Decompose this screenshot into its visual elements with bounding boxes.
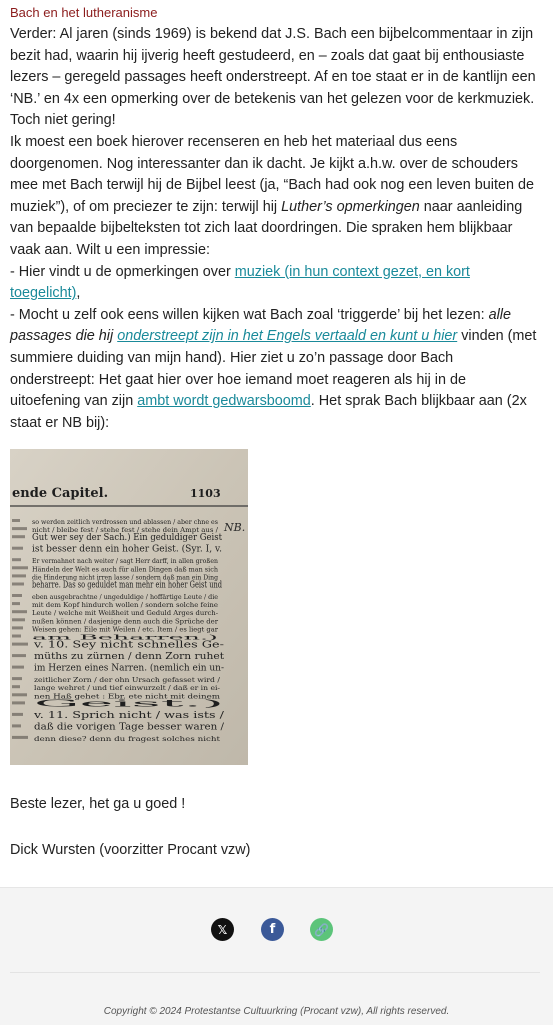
scan-line: lange wehret / und tief einwurzelt / daß er in ei-: [34, 685, 220, 693]
scan-margin-fragment: [12, 693, 27, 696]
scan-line: ist besser denn ein hoher Geist. (Syr. I, v.: [32, 543, 222, 555]
closing-greeting: Beste lezer, het ga u goed !: [10, 796, 186, 812]
closing-signature: Dick Wursten (voorzitter Procant vzw): [10, 842, 251, 858]
review-text-2: naar aanleiding van bepaalde bijbelteksten tot zich laat doordringen. Die spraken hem blijkbaar vaak aan. Wilt u een impressie:: [10, 198, 523, 258]
share-bar: [0, 918, 553, 942]
bullet-passages-tail: . Het sprak Bach blijkbaar aan (2x staat er NB bij):: [10, 393, 527, 431]
share-link-icon[interactable]: 🔗: [310, 918, 333, 941]
share-facebook-icon[interactable]: f: [261, 918, 284, 941]
scan-line: beharre. Das so geduldet man mehr ein hoher Geist und: [32, 579, 222, 591]
scan-line: müths zu zürnen / denn Zorn ruhet: [34, 651, 225, 663]
scan-margin-fragment: [12, 701, 25, 704]
scan-line: Gut wer sey der Sach.) Ein geduldiger Geist: [32, 532, 223, 544]
scan-margin-fragment: [12, 736, 28, 739]
bullet-passages: [10, 305, 540, 435]
review-paragraph: [10, 132, 540, 262]
scan-margin-fragment: [12, 566, 28, 569]
scan-line: v. 10. Sey nicht schnelles Ge-: [32, 639, 224, 651]
scan-margin-fragment: [12, 610, 27, 613]
scan-line: mit dem Kopf hindurch wollen / sondern solche feine: [32, 602, 219, 610]
scan-line: Leute / welche mit Weißheit und Geduld Arges durch-: [32, 610, 218, 618]
scan-margin-fragment: [12, 618, 25, 621]
scan-margin-fragment: [12, 535, 25, 538]
scan-line: nen Haß gehet : Ebr. ete nicht mit deinem: [34, 693, 221, 701]
scan-header-left: ende Capitel.: [12, 486, 109, 501]
intro-paragraph: Verder: Al jaren (sinds 1969) is bekend dat J.S. Bach een bijbelcommentaar in zijn bezit had, waarin hij ijverig heeft gestudeerd, en – zoals dat gaat bij enthousiaste lezers – geregeld passages heeft onderstreept. Af en toe staat er in de kantlijn een ‘NB.’ en 4x een opmerking over de betekenis van het gelezen voor de kerkmuziek. Toch niet gering!: [10, 26, 536, 129]
scan-margin-fragment: [12, 666, 24, 669]
scan-line: v. 11. Sprich nicht / was ists /: [32, 709, 226, 721]
scan-line: Händeln der Welt es auch für allen Dingen daß man sich: [32, 566, 219, 574]
scan-margin-fragment: [12, 635, 21, 638]
scan-line: nußen können / dasjenige denn auch die Sprüche der: [32, 618, 219, 626]
scan-line: die Hinderung nicht irren lasse / sondern daß man ein Ding: [32, 574, 219, 582]
scan-line: im Herzen eines Narren. (nemlich ein un-: [34, 662, 224, 674]
scan-line: Weisen gehen: Eile mit Weilen / etc. Item / es liegt gar: [32, 626, 219, 634]
bible-page-scan: [10, 449, 248, 765]
office-thwarted-link[interactable]: ambt wordt gedwarsboomd: [137, 393, 311, 410]
copyright-text: Copyright © 2024 Protestantse Cultuurkring (Procant vzw), All rights reserved.: [103, 1006, 450, 1017]
scan-line: eben ausgebrachtne / ungeduldige / hoffärtige Leute / die: [32, 594, 219, 601]
bullet-passages-text-2: vinden (met summiere duiding van mijn hand). Hier ziet u zo’n passage door Bach onderstreept: Het gaat hier over hoe iemand moet reageren als hij in de uitoefening van zijn: [10, 328, 537, 410]
scan-margin-fragment: [12, 643, 28, 646]
bullet-music-tail: ,: [76, 285, 81, 302]
scan-margin-fragment: [12, 583, 24, 586]
share-x-icon[interactable]: 𝕏: [211, 918, 234, 941]
scan-line: am Beharren.): [32, 634, 218, 642]
footer-divider: [10, 972, 540, 973]
scan-line: daß die vorigen Tage besser waren /: [34, 721, 225, 733]
scan-margin-fragment: [12, 677, 22, 680]
scan-margin-fragment: [12, 685, 20, 688]
scan-margin-fragment: [12, 594, 22, 597]
scan-margin-fragment: [12, 558, 21, 561]
bullet-music: [10, 262, 540, 305]
bullet-passages-emphasis: alle passages die hij: [10, 306, 512, 345]
scan-margin-fragment: [12, 547, 23, 550]
scan-line: nicht / bleibe fest / stehe fest / stehe dein Ampt aus /: [32, 527, 220, 535]
scan-header-right: 1103: [190, 487, 221, 500]
scan-line: zeitlicher Zorn / der ohn Ursach gefasset wird /: [34, 677, 222, 685]
scan-margin-fragment: [12, 626, 23, 629]
scan-text-lines: [12, 519, 225, 743]
article-body: [10, 0, 540, 434]
underlined-passages-link[interactable]: onderstreept zijn in het Engels vertaald en kunt u hier: [117, 328, 458, 345]
scan-margin-fragment: [12, 574, 26, 577]
music-link[interactable]: muziek (in hun context gezet, en kort toegelicht): [10, 263, 470, 302]
scan-line: denn diese? denn du fragest solches nicht: [34, 735, 221, 743]
scan-margin-fragment: [12, 519, 20, 522]
page-footer: [0, 887, 553, 1025]
scan-margin-note: NB.: [224, 521, 246, 534]
scan-margin-fragment: [12, 724, 21, 727]
scan-margin-fragment: [12, 654, 26, 657]
article-heading: Bach en het lutheranisme: [10, 5, 158, 20]
scan-margin-fragment: [12, 602, 20, 605]
scan-line: so werden zeitlich verdrossen und ablassen / aber chne es: [32, 519, 219, 526]
scan-margin-fragment: [12, 527, 27, 530]
scan-margin-fragment: [12, 713, 23, 716]
scan-line: Er vermahnet nach weiter / sagt Herr darff, in allen großen: [32, 558, 219, 566]
bullet-music-text: - Hier vindt u de opmerkingen over: [10, 263, 235, 280]
bullet-passages-text: - Mocht u zelf ook eens willen kijken wat Bach zoal ‘triggerde’ bij het lezen:: [10, 306, 489, 323]
review-text-emphasis: Luther’s opmerkingen: [281, 198, 420, 215]
review-text-1: Ik moest een boek hierover recenseren en heb het materiaal dus eens doorgenomen. Nog interessanter dan ik dacht. Je kijkt a.h.w. over de schouders mee met Bach terwijl hij de Bijbel leest (ja, “Bach had ook nog een leven buiten de muziek”), of om preciezer te zijn: terwijl hij: [10, 133, 534, 215]
scan-line: Geist.): [34, 698, 224, 710]
